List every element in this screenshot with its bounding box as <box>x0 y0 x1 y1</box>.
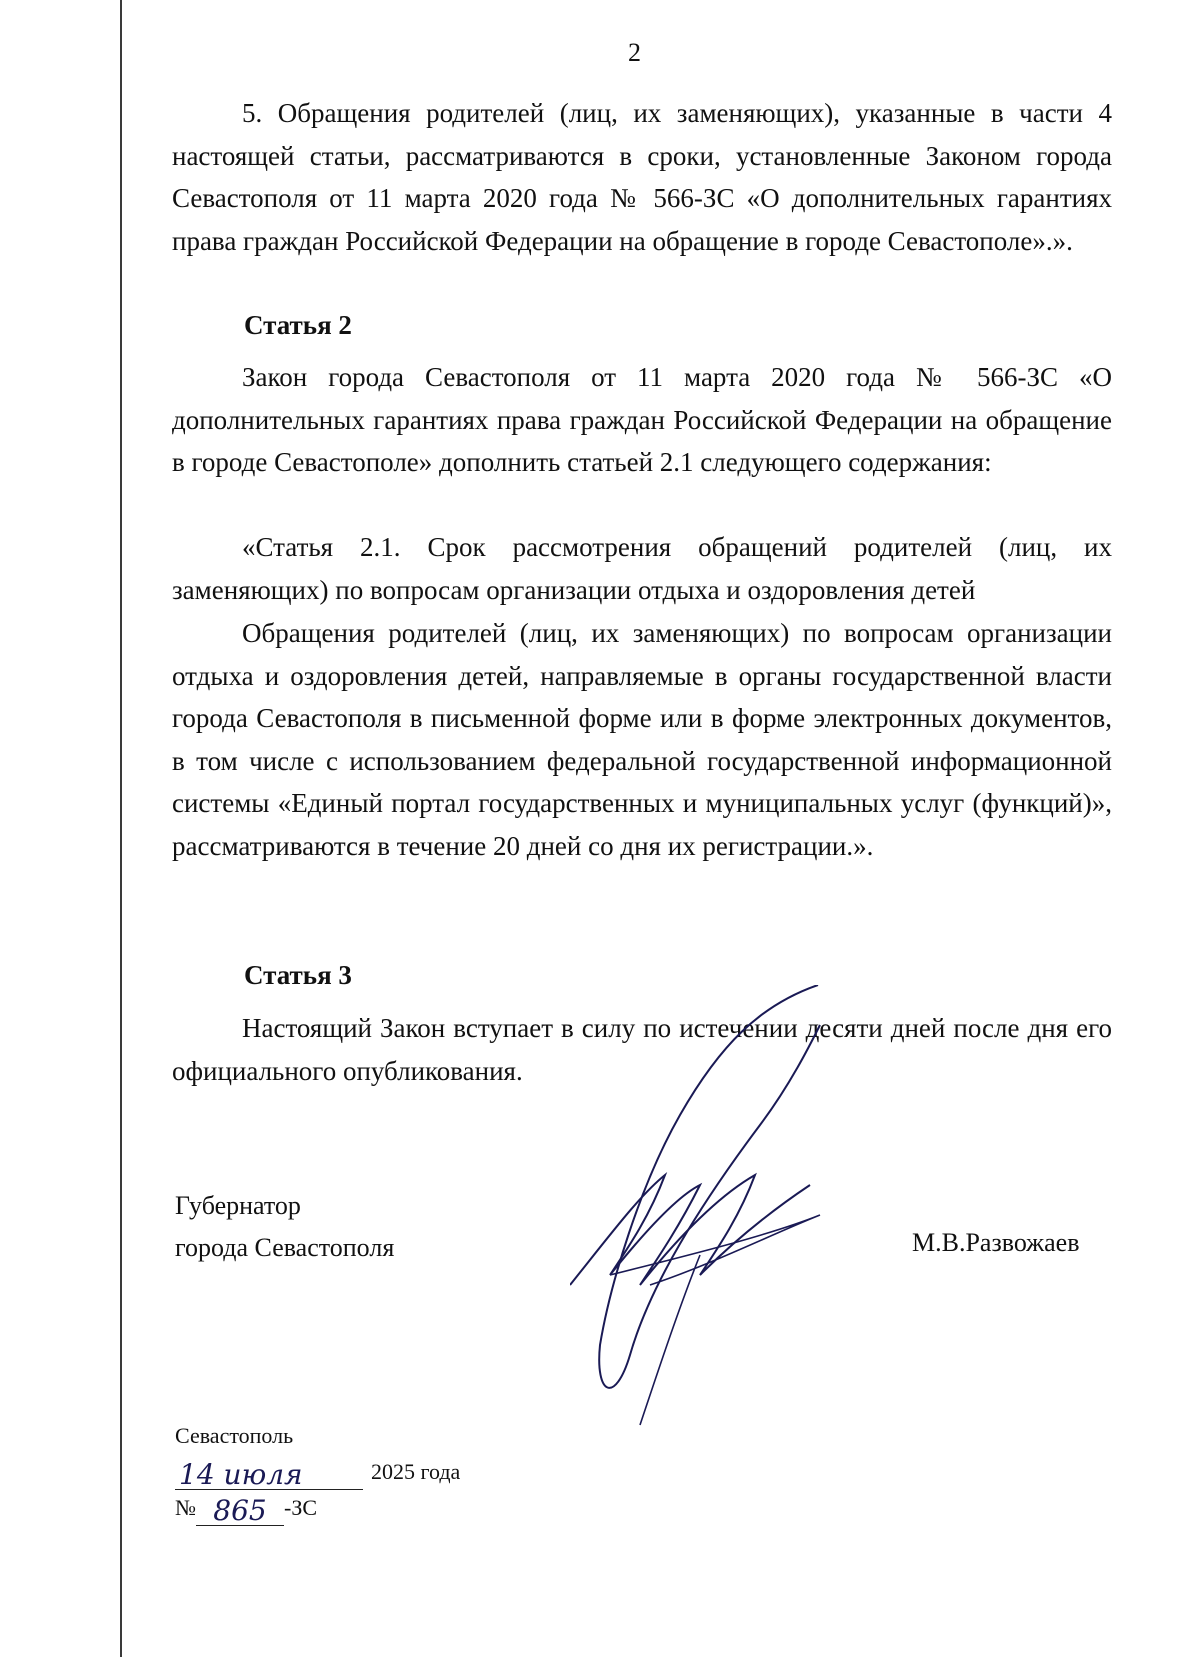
paragraph-article2-body: Закон города Севастополя от 11 марта 2020 года № 566-ЗС «О дополнительных гарантиях права граждан Российской Федерации на обращение в городе Севастополе» дополнить статьей 2.1 следующего содержания: <box>172 362 1112 477</box>
signatory-title <box>175 1185 394 1269</box>
signatory-title-line1: Губернатор <box>175 1191 301 1220</box>
paragraph-article3-body: Настоящий Закон вступает в силу по истечении десяти дней после дня его официального опубликования. <box>172 1013 1112 1086</box>
place-date-number-block <box>175 1418 460 1526</box>
number-suffix: -ЗС <box>284 1495 318 1520</box>
scan-edge-line <box>120 0 122 1657</box>
signatory-title-line2: города Севастополя <box>175 1233 395 1262</box>
place-name: Севастополь <box>175 1423 294 1448</box>
paragraph-article2-1-body: Обращения родителей (лиц, их заменяющих) по вопросам организации отдыха и оздоровления детей, направляемые в органы государственной власти города Севастополя в письменной форме или в форме электронных документов, в том числе с использованием федеральной государственной информационной системы «Единый портал государственных и муниципальных услуг (функций)», рассматриваются в течение 20 дней со дня их регистрации.». <box>172 618 1112 861</box>
signatory-name: М.В.Развожаев <box>912 1228 1080 1257</box>
heading-article-2: Статья 2 <box>244 310 352 340</box>
date-line <box>175 1454 460 1490</box>
paragraph-article1-part5: 5. Обращения родителей (лиц, их заменяющих), указанные в части 4 настоящей статьи, рассматриваются в сроки, установленные Законом города Севастополя от 11 марта 2020 года № 566-ЗС «О дополнительных гарантиях права граждан Российской Федерации на обращение в городе Севастополе».». <box>172 98 1112 256</box>
place-line <box>175 1418 460 1454</box>
number-prefix: № <box>175 1495 196 1520</box>
number-line <box>175 1490 460 1526</box>
heading-article-3: Статья 3 <box>244 960 352 990</box>
handwritten-date: 14 июля <box>175 1461 363 1490</box>
page-number: 2 <box>628 38 641 67</box>
paragraph-article2-1-title: «Статья 2.1. Срок рассмотрения обращений родителей (лиц, их заменяющих) по вопросам организации отдыха и оздоровления детей <box>172 532 1112 605</box>
date-year: 2025 года <box>371 1459 461 1484</box>
handwritten-signature <box>570 985 840 1435</box>
handwritten-number: 865 <box>196 1497 284 1526</box>
